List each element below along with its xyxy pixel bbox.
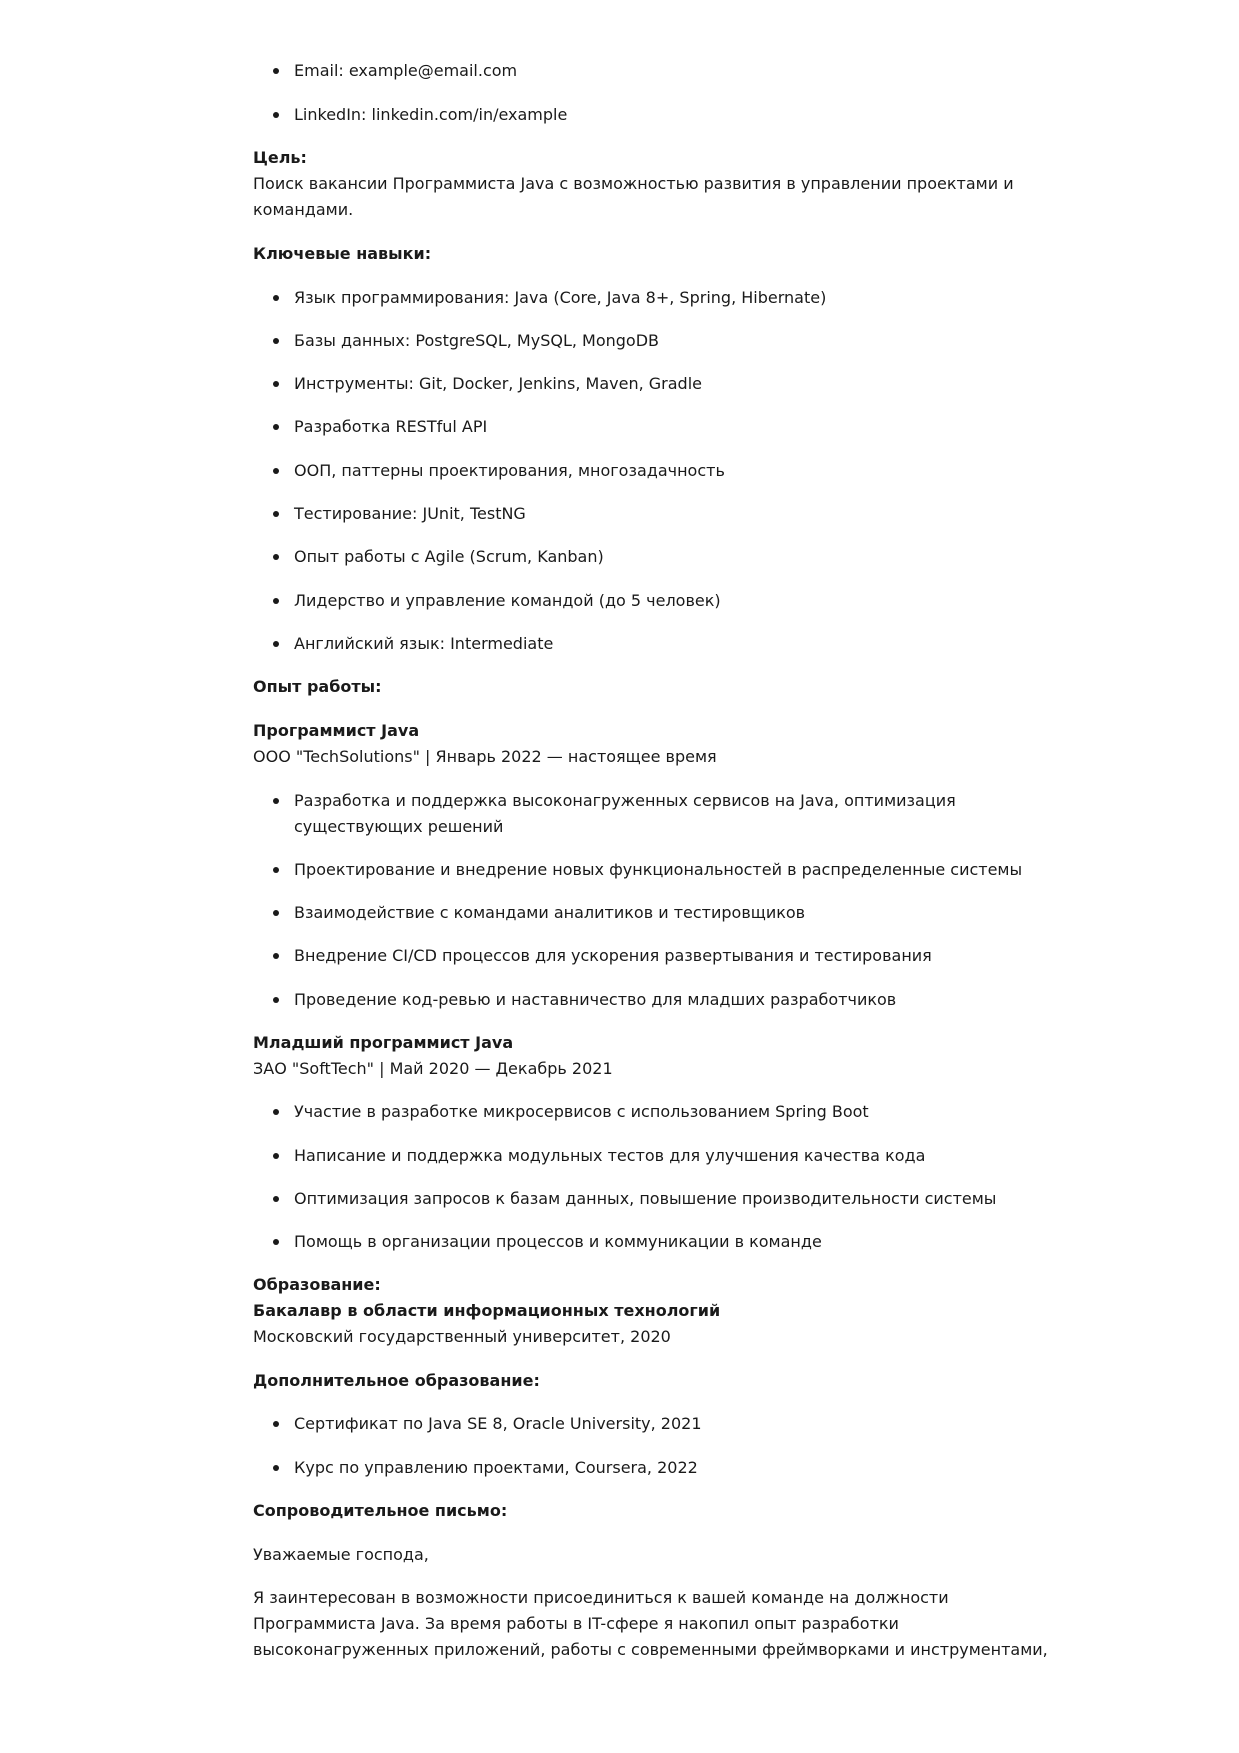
experience-heading: Опыт работы: [253,677,382,696]
job-duty-item: Участие в разработке микросервисов с использованием Spring Boot [294,1099,869,1125]
skills-heading: Ключевые навыки: [253,244,432,263]
job-duty-line: Разработка и поддержка высоконагруженных сервисов на Java, оптимизация [294,791,956,810]
skill-item: Опыт работы с Agile (Scrum, Kanban) [294,544,604,570]
contact-linkedin: LinkedIn: linkedin.com/in/example [294,102,567,128]
skill-item: ООП, паттерны проектирования, многозадачность [294,458,725,484]
job-duty-item: Внедрение CI/CD процессов для ускорения развертывания и тестирования [294,943,932,969]
job-duty-item: Проведение код-ревью и наставничество для младших разработчиков [294,987,896,1013]
cover-letter-line: высоконагруженных приложений, работы с современными фреймворками и инструментами, [253,1640,1048,1659]
skill-item: Английский язык: Intermediate [294,631,553,657]
skill-item: Базы данных: PostgreSQL, MySQL, MongoDB [294,328,659,354]
education-degree: Бакалавр в области информационных технологий [253,1301,721,1320]
education-heading: Образование: [253,1275,381,1294]
skill-item: Разработка RESTful API [294,414,487,440]
job-title: Младший программист Java [253,1033,514,1052]
skill-item: Инструменты: Git, Docker, Jenkins, Maven, Gradle [294,371,702,397]
goal-heading: Цель: [253,148,307,167]
goal-text-line: командами. [253,200,354,219]
cover-letter-line: Я заинтересован в возможности присоединиться к вашей команде на должности [253,1588,949,1607]
job-duty-item: Помощь в организации процессов и коммуникации в команде [294,1229,822,1255]
cover-letter-heading: Сопроводительное письмо: [253,1501,508,1520]
job-company: ЗАО "SoftTech" | Май 2020 — Декабрь 2021 [253,1059,613,1078]
skill-item: Язык программирования: Java (Core, Java 8+, Spring, Hibernate) [294,285,826,311]
job-duty-item: Оптимизация запросов к базам данных, повышение производительности системы [294,1186,996,1212]
job-duty-item: Взаимодействие с командами аналитиков и тестировщиков [294,900,805,926]
additional-education-item: Курс по управлению проектами, Coursera, 2022 [294,1455,698,1481]
goal-text-line: Поиск вакансии Программиста Java с возможностью развития в управлении проектами и [253,174,1014,193]
job-title: Программист Java [253,721,420,740]
cover-letter-greeting: Уважаемые господа, [253,1545,429,1564]
job-company: ООО "TechSolutions" | Январь 2022 — настоящее время [253,747,717,766]
job-duty-line: существующих решений [294,817,504,836]
additional-education-item: Сертификат по Java SE 8, Oracle University, 2021 [294,1411,702,1437]
additional-education-heading: Дополнительное образование: [253,1371,540,1390]
job-duty-item: Проектирование и внедрение новых функциональностей в распределенные системы [294,857,1022,883]
skill-item: Тестирование: JUnit, TestNG [294,501,526,527]
cover-letter-line: Программиста Java. За время работы в IT-сфере я накопил опыт разработки [253,1614,899,1633]
skill-item: Лидерство и управление командой (до 5 человек) [294,588,721,614]
education-school: Московский государственный университет, 2020 [253,1327,671,1346]
job-duty-item [294,788,956,840]
contact-email: Email: example@email.com [294,58,517,84]
job-duty-item: Написание и поддержка модульных тестов для улучшения качества кода [294,1143,925,1169]
